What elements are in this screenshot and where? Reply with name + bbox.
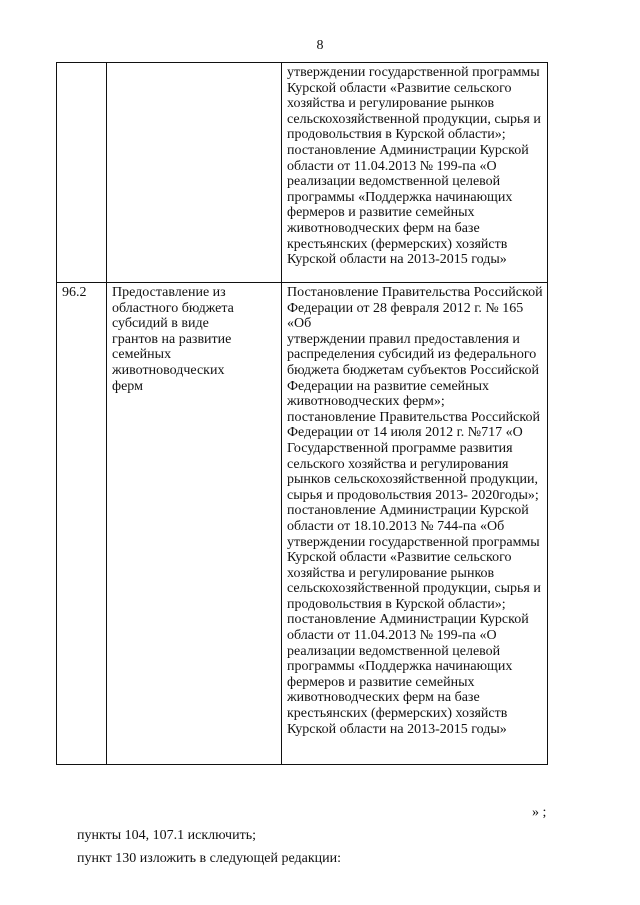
paragraph-exclude-items: пункты 104, 107.1 исключить; <box>77 828 256 843</box>
closing-quote-mark: » ; <box>532 805 547 820</box>
regulation-table <box>56 62 548 765</box>
row-legal-basis: утверждении государственной программы Курской области «Развитие сельского хозяйства и регулирование рынков сельскохозяйственной продукции, сырья и продовольствия в Курской области»; постановление Администрации Курской области от 11.04.2013 № 199-па «О реализации ведомственной целевой программы «Поддержка начинающих фермеров и развитие семейных животноводческих ферм на базе крестьянских (фермерских) хозяйств Курской области на 2013-2015 годы» <box>287 65 541 268</box>
row-description: Предоставление из областного бюджета субсидий в виде грантов на развитие семейных животноводческих ферм <box>112 285 234 394</box>
table-row <box>57 63 548 283</box>
row-basis-cell <box>282 283 548 765</box>
row-number: 96.2 <box>62 285 87 300</box>
row-legal-basis: Постановление Правительства Российской Федерации от 28 февраля 2012 г. № 165 «Об утверждении правил предоставления и распределения субсидий из федерального бюджета бюджетам субъектов Российской Федерации на развитие семейных животноводческих ферм»; постановление Правительства Российской Федерации от 14 июля 2012 г. №717 «О Государственной программе развития сельского хозяйства и регулирования рынков сельскохозяйственной продукции, сырья и продовольствия 2013- 2020годы»; постановление Администрации Курской области от 18.10.2013 № 744-па «Об утверждении государственной программы Курской области «Развитие сельского хозяйства и регулирование рынков сельскохозяйственной продукции, сырья и продовольствия в Курской области»; постановление Администрации Курской области от 11.04.2013 № 199-па «О реализации ведомственной целевой программы «Поддержка начинающих фермеров и развитие семейных животноводческих ферм на базе крестьянских (фермерских) хозяйств Курской области на 2013-2015 годы» <box>287 285 543 737</box>
row-number-cell <box>57 283 107 765</box>
page-number: 8 <box>316 38 324 53</box>
paragraph-item-130-intro: пункт 130 изложить в следующей редакции: <box>77 851 341 866</box>
row-description-cell <box>107 63 282 283</box>
table-row <box>57 283 548 765</box>
row-number-cell <box>57 63 107 283</box>
row-description-cell <box>107 283 282 765</box>
row-basis-cell <box>282 63 548 283</box>
